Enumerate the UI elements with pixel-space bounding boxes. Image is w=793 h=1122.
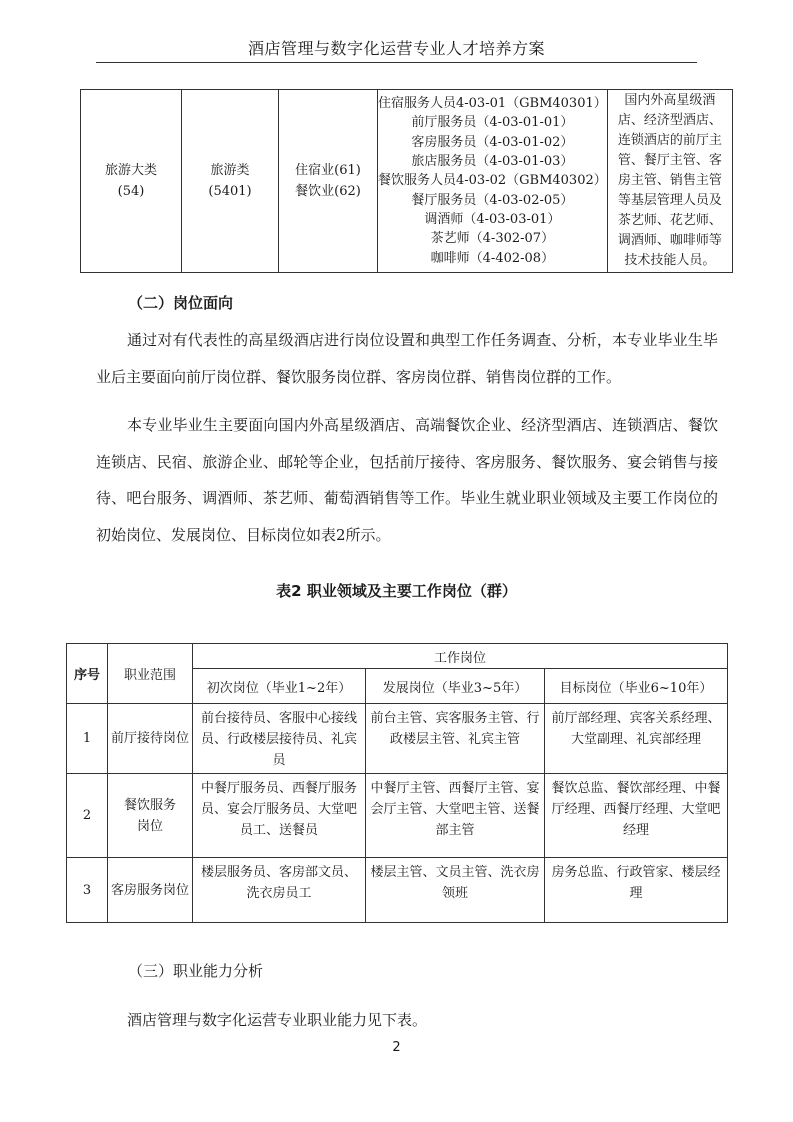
- page-number: 2: [392, 1040, 401, 1055]
- professional-orientation-table-continued: [80, 89, 733, 273]
- row-initial: 中餐厅服务员、西餐厅服务员、宴会厅服务员、大堂吧员工、送餐员: [193, 774, 366, 858]
- industry-text: 餐饮业(62): [295, 184, 361, 199]
- row-develop: 前台主管、宾客服务主管、行政楼层主管、礼宾主管: [366, 704, 545, 774]
- major-class-code: (5401): [208, 184, 252, 199]
- header-develop: 发展岗位（毕业3~5年）: [366, 669, 545, 704]
- table-caption: 表2 职业领域及主要工作岗位（群）: [276, 582, 517, 600]
- major-class-text: 旅游类: [210, 163, 250, 178]
- occupation-item: 咖啡师（4-402-08）: [430, 250, 555, 266]
- row-no: 1: [67, 704, 108, 774]
- row-develop: 中餐厅主管、西餐厅主管、宴会厅主管、大堂吧主管、送餐部主管: [366, 774, 545, 858]
- section-heading: （二）岗位面向: [128, 294, 234, 312]
- header-target: 目标岗位（毕业6~10年）: [545, 669, 728, 704]
- header-work-positions: 工作岗位: [193, 644, 728, 669]
- row-target: 餐饮总监、餐饮部经理、中餐厅经理、西餐厅经理、大堂吧经理: [545, 774, 728, 858]
- career-positions-table: [66, 643, 728, 923]
- occupation-cell: [378, 90, 608, 273]
- table-row: [67, 858, 728, 923]
- industry-text: 住宿业(61): [295, 163, 361, 178]
- occupation-item: 旅店服务员（4-03-01-03）: [411, 154, 574, 170]
- header-divider: [96, 62, 697, 63]
- page-header-title: 酒店管理与数字化运营专业人才培养方案: [247, 39, 545, 58]
- table-row: [81, 90, 733, 273]
- occupation-item: 调酒师（4-03-03-01）: [424, 211, 561, 227]
- job-types-cell: 国内外高星级酒店、经济型酒店、连锁酒店的前厅主管、餐厅主管、客房主管、销售主管等基层管理人员及茶艺师、花艺师、调酒师、咖啡师等技术技能人员。: [607, 90, 732, 273]
- row-no: 2: [67, 774, 108, 858]
- header-initial: 初次岗位（毕业1~2年）: [193, 669, 366, 704]
- paragraph: 本专业毕业生主要面向国内外高星级酒店、高端餐饮企业、经济型酒店、连锁酒店、餐饮连锁店、民宿、旅游企业、邮轮等企业，包括前厅接待、客房服务、餐饮服务、宴会销售与接待、吧台服务、调酒师、茶艺师、葡萄酒销售等工作。毕业生就业职业领域及主要工作岗位的初始岗位、发展岗位、目标岗位如表2所示。: [96, 416, 718, 544]
- occupation-item: 住宿服务人员4-03-01（GBM40301）: [378, 96, 607, 112]
- row-scope: 餐饮服务岗位: [108, 774, 193, 858]
- occupation-item: 客房服务员（4-03-01-02）: [411, 134, 574, 150]
- table-row: [67, 774, 728, 858]
- major-class-cell: [182, 90, 279, 273]
- row-initial: 前台接待员、客服中心接线员、行政楼层接待员、礼宾员: [193, 704, 366, 774]
- row-scope: 客房服务岗位: [108, 858, 193, 923]
- major-category-code: (54): [117, 184, 145, 199]
- major-category-cell: [81, 90, 182, 273]
- occupation-item: 茶艺师（4-302-07）: [430, 231, 555, 247]
- table-header-row: [67, 644, 728, 669]
- header-no: 序号: [67, 644, 108, 704]
- row-initial: 楼层服务员、客房部文员、洗衣房员工: [193, 858, 366, 923]
- paragraph: 酒店管理与数字化运营专业职业能力见下表。: [127, 1011, 428, 1029]
- major-category-text: 旅游大类: [104, 163, 157, 178]
- occupation-item: 前厅服务员（4-03-01-01）: [411, 115, 574, 131]
- paragraph: 通过对有代表性的高星级酒店进行岗位设置和典型工作任务调查、分析，本专业毕业生毕业后主要面向前厅岗位群、餐饮服务岗位群、客房岗位群、销售岗位群的工作。: [96, 331, 718, 386]
- row-develop: 楼层主管、文员主管、洗衣房领班: [366, 858, 545, 923]
- industry-cell: [279, 90, 378, 273]
- row-target: 房务总监、行政管家、楼层经理: [545, 858, 728, 923]
- row-scope: 前厅接待岗位: [108, 704, 193, 774]
- occupation-item: 餐饮服务人员4-03-02（GBM40302）: [378, 173, 607, 189]
- header-scope: 职业范围: [108, 644, 193, 704]
- row-no: 3: [67, 858, 108, 923]
- section-heading: （三）职业能力分析: [128, 962, 264, 980]
- occupation-item: 餐厅服务员（4-03-02-05）: [411, 192, 574, 208]
- row-target: 前厅部经理、宾客关系经理、大堂副理、礼宾部经理: [545, 704, 728, 774]
- table-row: [67, 704, 728, 774]
